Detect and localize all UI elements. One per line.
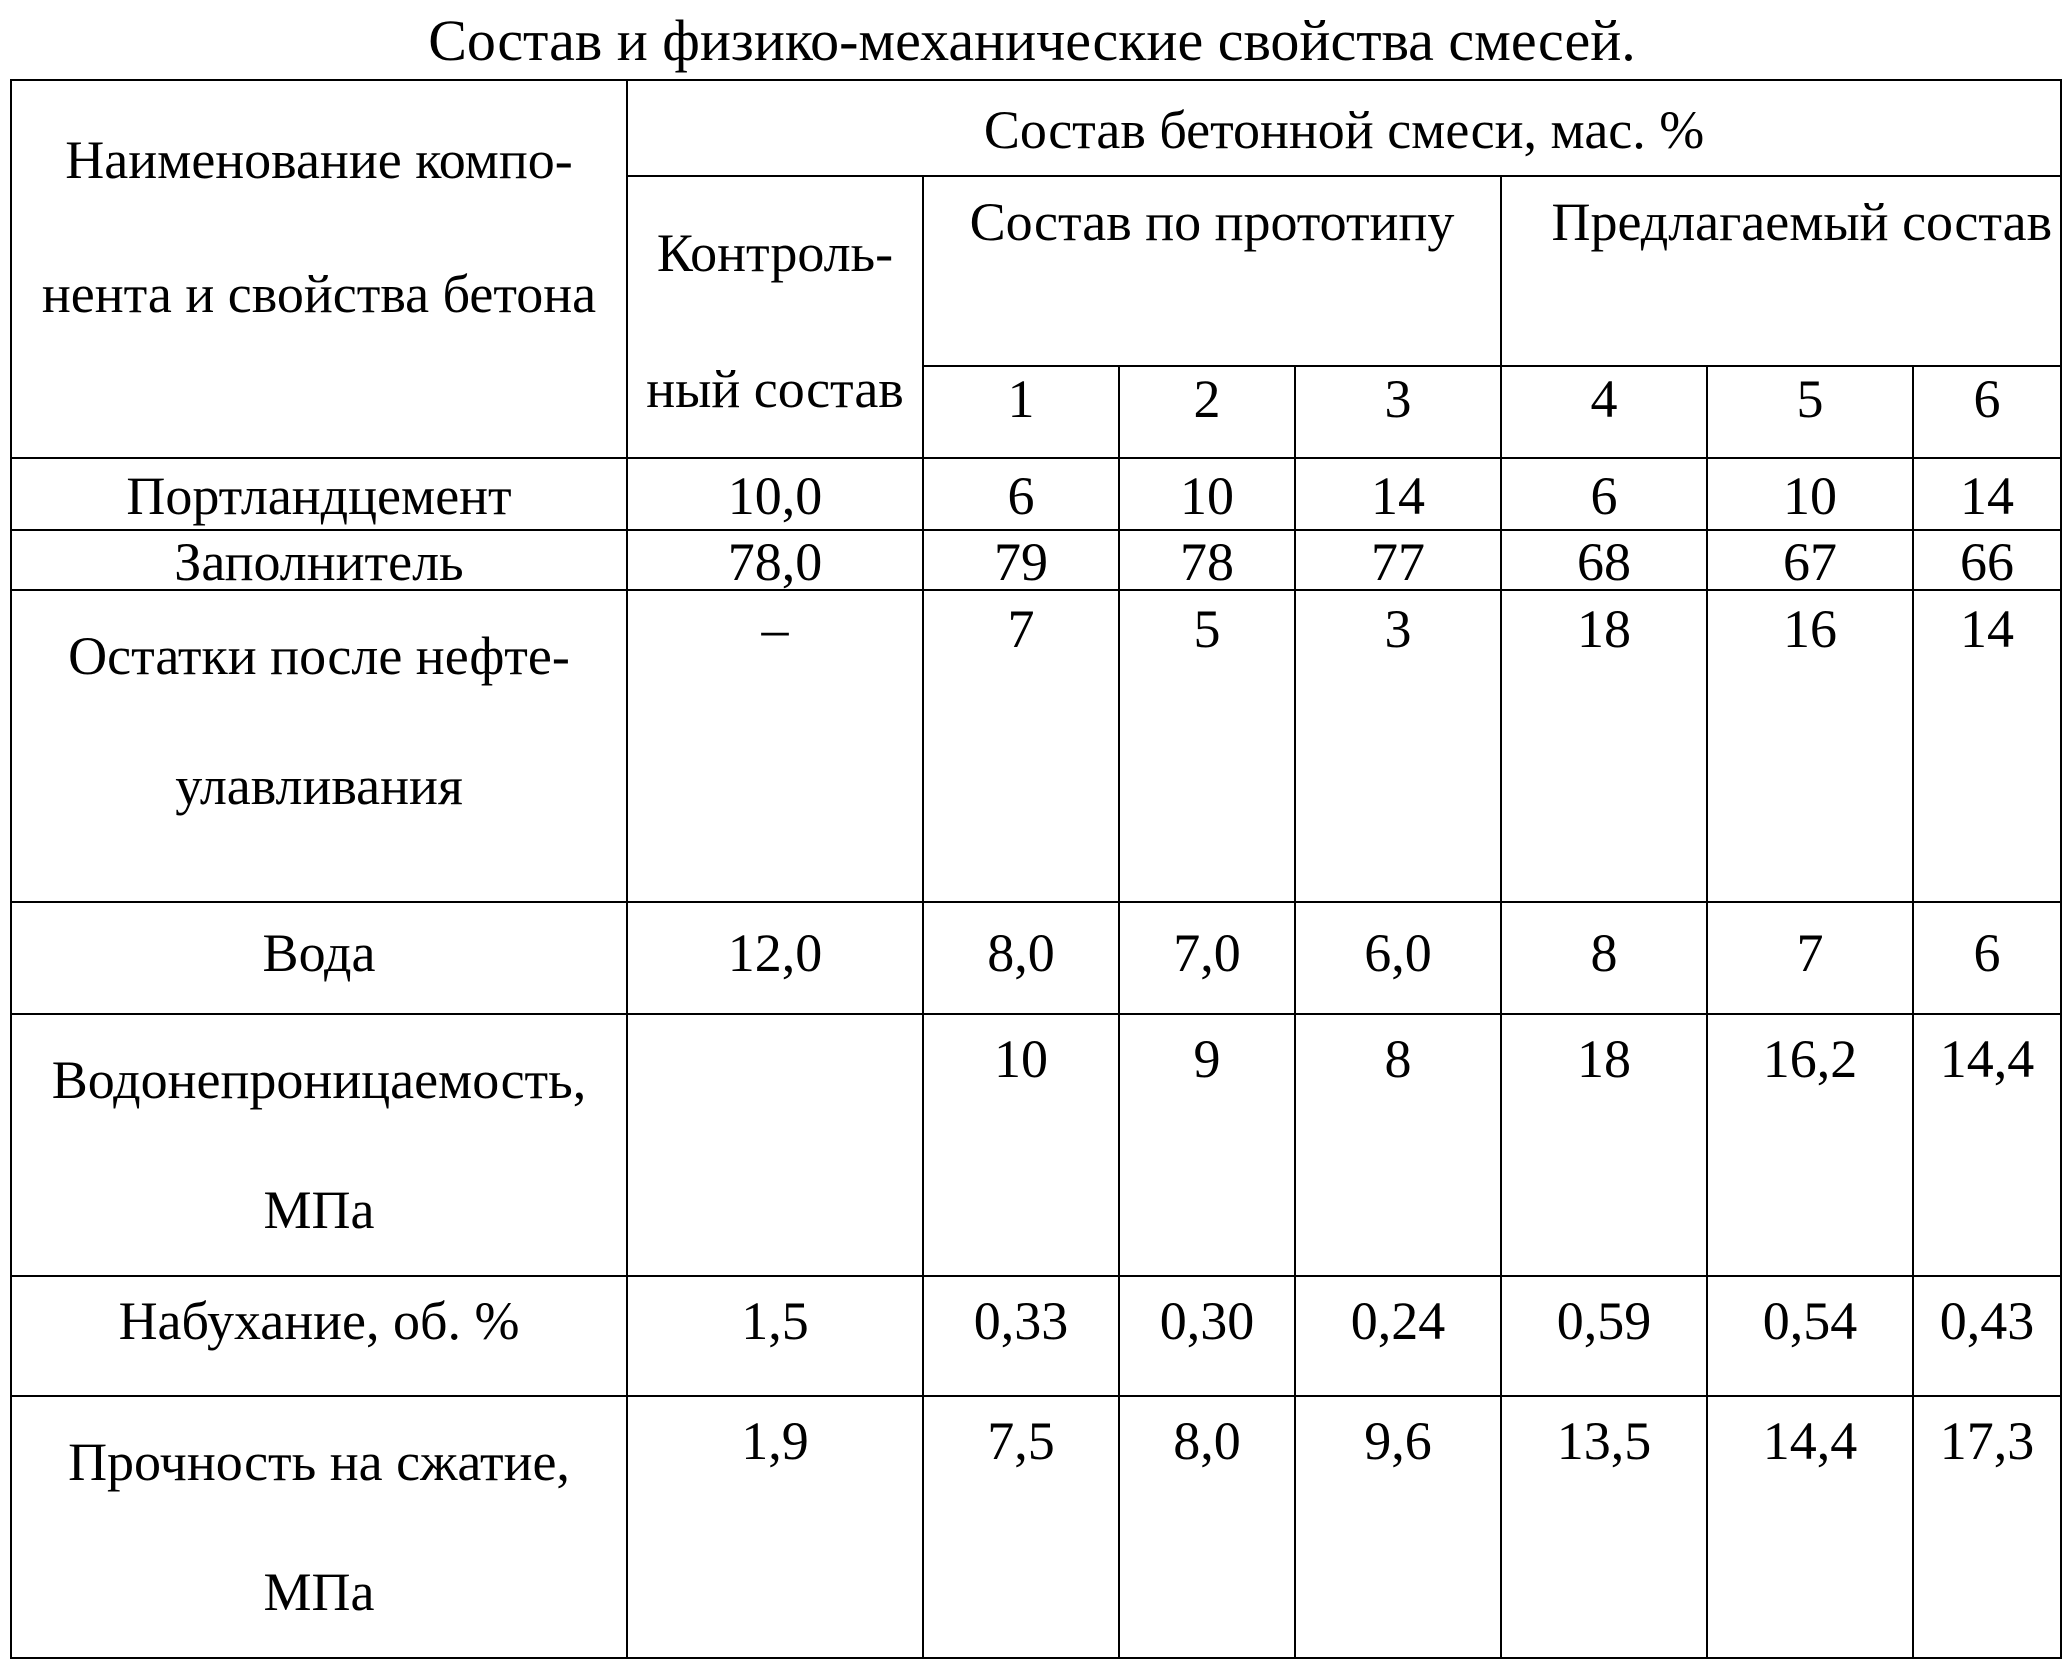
table-row [11,590,2061,902]
cell-value [627,1014,923,1276]
row-label: Набухание, об. % [11,1276,627,1396]
cell-value: 12,0 [627,902,923,1014]
col-number: 6 [1913,366,2061,458]
cell-value: 7,0 [1119,902,1295,1014]
cell-value: 1,9 [627,1396,923,1658]
row-label: Водонепроницаемость, МПа [11,1014,627,1276]
cell-value: 10,0 [627,458,923,530]
col-number: 3 [1295,366,1501,458]
cell-value: 14 [1913,458,2061,530]
cell-value: 78,0 [627,530,923,590]
header-control-line-2: ный состав [628,321,922,457]
table-row [11,1014,2061,1276]
cell-value: 0,43 [1913,1276,2061,1396]
cell-value: 66 [1913,530,2061,590]
table-row [11,902,2061,1014]
col-number: 4 [1501,366,1707,458]
header-prototype: Состав по прототипу [923,176,1501,366]
cell-value: 6,0 [1295,902,1501,1014]
cell-value: 7 [1707,902,1913,1014]
cell-value: 0,54 [1707,1276,1913,1396]
cell-value: 8 [1501,902,1707,1014]
cell-value: 78 [1119,530,1295,590]
table-row [11,458,2061,530]
cell-value: 10 [1119,458,1295,530]
cell-value: 67 [1707,530,1913,590]
cell-value: 14 [1295,458,1501,530]
header-composition: Состав бетонной смеси, мас. % [627,80,2061,176]
table-title: Состав и физико-механические свойства смесей. [0,6,2064,76]
cell-value: 10 [923,1014,1119,1276]
cell-value: 14 [1913,590,2061,902]
cell-value: 8,0 [923,902,1119,1014]
cell-value: 14,4 [1913,1014,2061,1276]
header-name-line-2: нента и свойства бетона [12,227,626,361]
cell-value: 14,4 [1707,1396,1913,1658]
cell-value: 8 [1295,1014,1501,1276]
cell-value: 6 [923,458,1119,530]
cell-value: – [627,590,923,902]
cell-value: 7,5 [923,1396,1119,1658]
cell-value: 18 [1501,590,1707,902]
header-proposed: Предлагаемый состав [1501,176,2061,366]
row-label: Прочность на сжатие, МПа [11,1396,627,1658]
row-label: Вода [11,902,627,1014]
table-row [11,530,2061,590]
table-row [11,1276,2061,1396]
cell-value: 17,3 [1913,1396,2061,1658]
cell-value: 0,30 [1119,1276,1295,1396]
col-number: 5 [1707,366,1913,458]
cell-value: 79 [923,530,1119,590]
cell-value: 0,59 [1501,1276,1707,1396]
cell-value: 13,5 [1501,1396,1707,1658]
row-label: Остатки после нефте- улавливания [11,590,627,902]
header-control [627,176,923,458]
data-table [10,79,2062,1659]
row-label: Портландцемент [11,458,627,530]
cell-value: 3 [1295,590,1501,902]
header-control-line-1: Контроль- [628,185,922,321]
cell-value: 77 [1295,530,1501,590]
cell-value: 5 [1119,590,1295,902]
cell-value: 16,2 [1707,1014,1913,1276]
table-row [11,1396,2061,1658]
cell-value: 68 [1501,530,1707,590]
cell-value: 10 [1707,458,1913,530]
row-label: Заполнитель [11,530,627,590]
cell-value: 1,5 [627,1276,923,1396]
cell-value: 16 [1707,590,1913,902]
cell-value: 6 [1501,458,1707,530]
header-row-1 [11,80,2061,176]
cell-value: 6 [1913,902,2061,1014]
cell-value: 0,33 [923,1276,1119,1396]
cell-value: 9 [1119,1014,1295,1276]
header-name-column [11,80,627,458]
col-number: 2 [1119,366,1295,458]
cell-value: 0,24 [1295,1276,1501,1396]
col-number: 1 [923,366,1119,458]
header-name-line-1: Наименование компо- [12,93,626,227]
cell-value: 9,6 [1295,1396,1501,1658]
cell-value: 18 [1501,1014,1707,1276]
cell-value: 8,0 [1119,1396,1295,1658]
cell-value: 7 [923,590,1119,902]
